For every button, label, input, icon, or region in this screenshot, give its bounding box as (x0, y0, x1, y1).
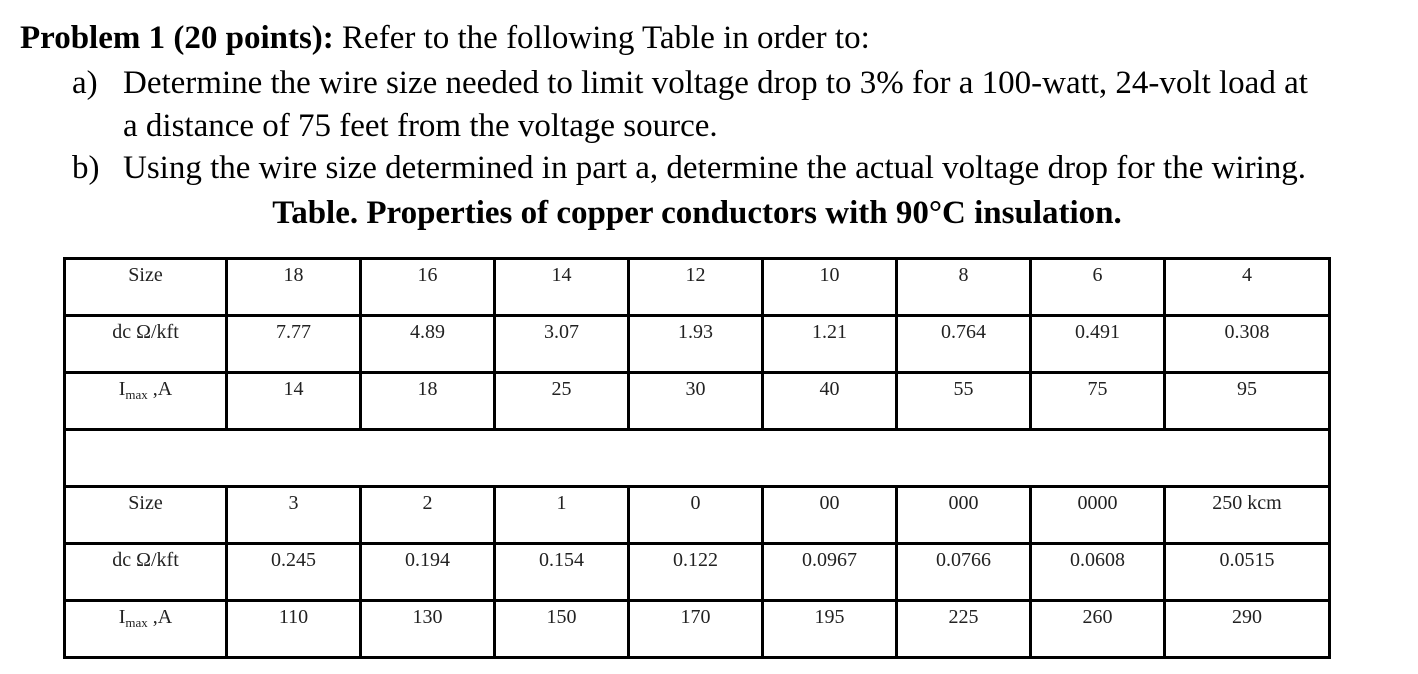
row-label-size: Size (65, 259, 227, 316)
imax-cell: 25 (495, 373, 629, 430)
copper-conductor-table (63, 257, 1331, 659)
table-row-imax (65, 601, 1330, 658)
imax-cell: 290 (1165, 601, 1330, 658)
dc-cell: 0.245 (227, 544, 361, 601)
size-cell: 250 kcm (1165, 487, 1330, 544)
dc-cell: 3.07 (495, 316, 629, 373)
table-spacer-row (65, 430, 1330, 487)
dc-cell: 0.122 (629, 544, 763, 601)
dc-cell: 4.89 (361, 316, 495, 373)
imax-cell: 18 (361, 373, 495, 430)
size-cell: 6 (1031, 259, 1165, 316)
table-row-dc (65, 544, 1330, 601)
item-a-marker: a) (72, 65, 98, 101)
size-cell: 8 (897, 259, 1031, 316)
row-label-dc: dc Ω/kft (65, 316, 227, 373)
dc-cell: 0.0766 (897, 544, 1031, 601)
table-caption: Table. Properties of copper conductors with 90°C insulation. (272, 195, 1122, 231)
item-b-marker: b) (72, 150, 100, 186)
imax-cell: 75 (1031, 373, 1165, 430)
size-cell: 10 (763, 259, 897, 316)
dc-cell: 1.21 (763, 316, 897, 373)
problem-intro: Refer to the following Table in order to: (333, 20, 870, 56)
imax-unit: ,A (147, 378, 173, 400)
dc-cell: 0.154 (495, 544, 629, 601)
table-row-dc (65, 316, 1330, 373)
size-cell: 14 (495, 259, 629, 316)
imax-cell: 260 (1031, 601, 1165, 658)
imax-cell: 55 (897, 373, 1031, 430)
dc-cell: 0.0608 (1031, 544, 1165, 601)
row-label-imax (65, 601, 227, 658)
problem-title: Problem 1 (20 points): (20, 20, 334, 56)
empty-spacer-cell (65, 430, 1330, 487)
dc-cell: 7.77 (227, 316, 361, 373)
imax-symbol: I (118, 606, 126, 628)
size-cell: 12 (629, 259, 763, 316)
dc-cell: 0.0515 (1165, 544, 1330, 601)
problem-heading (20, 18, 870, 58)
table-row-imax (65, 373, 1330, 430)
item-a-line2: a distance of 75 feet from the voltage source. (123, 108, 718, 144)
imax-cell: 150 (495, 601, 629, 658)
row-label-size: Size (65, 487, 227, 544)
dc-cell: 0.764 (897, 316, 1031, 373)
table-row-size (65, 259, 1330, 316)
imax-cell: 95 (1165, 373, 1330, 430)
table-block-1 (65, 259, 1330, 487)
imax-cell: 225 (897, 601, 1031, 658)
imax-subscript: max (125, 387, 148, 402)
dc-cell: 0.194 (361, 544, 495, 601)
imax-symbol: I (118, 378, 126, 400)
table-block-2 (65, 487, 1330, 658)
table-row-size (65, 487, 1330, 544)
item-b-text: Using the wire size determined in part a, determine the actual voltage drop for the wiring. (123, 150, 1307, 186)
size-cell: 4 (1165, 259, 1330, 316)
imax-cell: 195 (763, 601, 897, 658)
item-b (72, 146, 1306, 190)
row-label-imax (65, 373, 227, 430)
size-cell: 1 (495, 487, 629, 544)
imax-cell: 170 (629, 601, 763, 658)
dc-cell: 1.93 (629, 316, 763, 373)
imax-subscript: max (125, 615, 148, 630)
size-cell: 2 (361, 487, 495, 544)
size-cell: 000 (897, 487, 1031, 544)
imax-cell: 14 (227, 373, 361, 430)
imax-cell: 30 (629, 373, 763, 430)
size-cell: 0000 (1031, 487, 1165, 544)
dc-cell: 0.0967 (763, 544, 897, 601)
item-a-line1: Determine the wire size needed to limit voltage drop to 3% for a 100-watt, 24-volt load at (123, 65, 1308, 101)
imax-cell: 110 (227, 601, 361, 658)
size-cell: 00 (763, 487, 897, 544)
size-cell: 0 (629, 487, 763, 544)
size-cell: 16 (361, 259, 495, 316)
item-a (72, 61, 1308, 105)
imax-unit: ,A (147, 606, 173, 628)
row-label-dc: dc Ω/kft (65, 544, 227, 601)
size-cell: 3 (227, 487, 361, 544)
dc-cell: 0.491 (1031, 316, 1165, 373)
imax-cell: 40 (763, 373, 897, 430)
dc-cell: 0.308 (1165, 316, 1330, 373)
imax-cell: 130 (361, 601, 495, 658)
size-cell: 18 (227, 259, 361, 316)
